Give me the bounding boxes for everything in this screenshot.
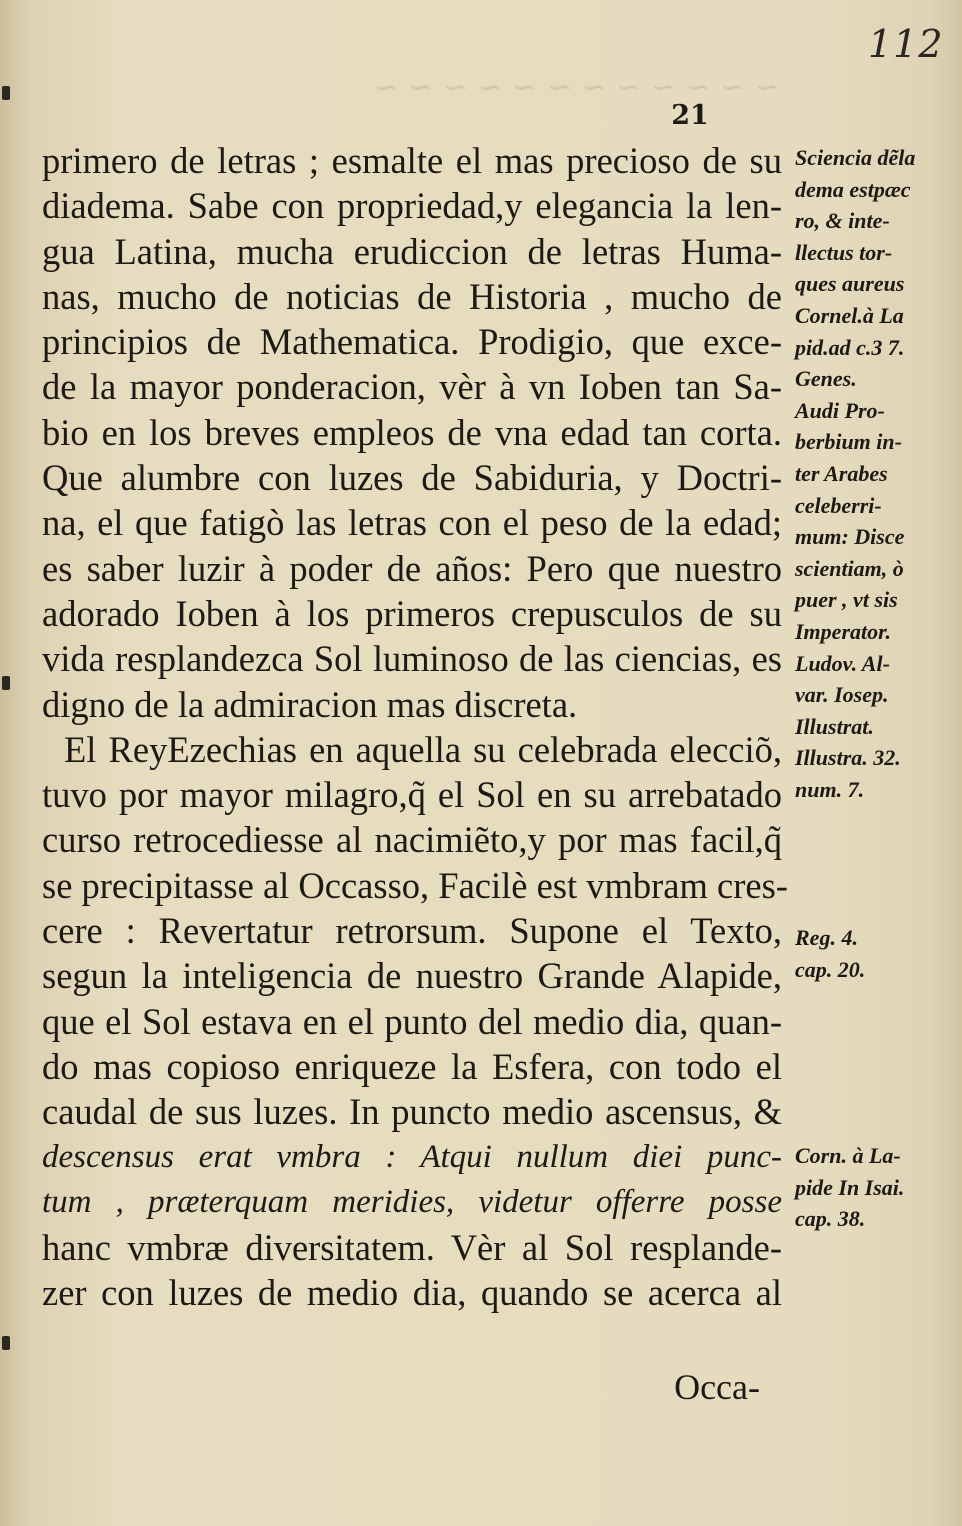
text-line: digno de la admiracion mas discreta. (42, 683, 578, 725)
text-line: tuvo por mayor milagro,q̃ el Sol en su arrebatado (42, 774, 782, 816)
text-line: diadema. Sabe con propriedad,y elegancia la len- (42, 185, 782, 227)
text-line: bio en los breves empleos de vna edad tan corta. (42, 411, 782, 453)
text-line: na, el que fatigò las letras con el peso de la edad; (42, 502, 782, 544)
binding-mark (2, 86, 10, 100)
marginal-note-line: ques aureus (795, 271, 905, 297)
marginal-note-line: cap. 20. (795, 956, 866, 982)
marginal-note-line: var. Iosep. (795, 682, 889, 708)
marginal-note-line: ro, & inte- (795, 208, 890, 234)
marginal-note-line: Illustrat. (795, 713, 874, 739)
marginal-note-line: Reg. 4. (795, 925, 858, 950)
text-line: vida resplandezca Sol luminoso de las ciencias, es (42, 638, 782, 680)
text-line: segun la inteligencia de nuestro Grande Alapide, (42, 955, 782, 997)
text-line: Que alumbre con luzes de Sabiduria, y Doctri- (42, 457, 782, 499)
page-number: 21 (671, 100, 709, 131)
text-line: gua Latina, mucha erudiccion de letras Huma- (42, 230, 782, 272)
text-line: El ReyEzechias en aquella su celebrada elecciõ, (64, 728, 782, 770)
marginal-note-line: Illustra. 32. (795, 745, 901, 771)
marginal-note-line: Cornel.à La (795, 302, 904, 328)
marginal-note-line: llectus tor- (795, 239, 893, 265)
text-line: se precipitasse al Occasso, Facilè est vmbram cres- (42, 864, 788, 906)
marginal-note (795, 922, 955, 985)
catchword: Occa- (674, 1367, 760, 1407)
text-line-latin: descensus erat vmbra : Atqui nullum diei punc- (42, 1138, 782, 1175)
marginal-note-line: ter Arabes (795, 460, 888, 486)
marginal-note-line: pid.ad c.3 7. (795, 334, 905, 360)
marginal-note-line: dema estpæc (795, 176, 911, 202)
binding-mark (2, 676, 10, 690)
text-line: do mas copioso enriqueze la Esfera, con todo el (42, 1045, 782, 1087)
text-line: hanc vmbræ diversitatem. Vèr al Sol resplande- (42, 1227, 782, 1269)
marginal-note-line: berbium in- (795, 429, 902, 455)
folio-number: 112 (868, 22, 944, 66)
text-line: adorado Ioben à los primeros crepusculos de su (42, 592, 782, 634)
marginal-note-line: num. 7. (795, 776, 865, 802)
text-line: cere : Revertatur retrorsum. Supone el Texto, (42, 910, 782, 952)
marginal-note (795, 142, 955, 805)
marginal-note-line: Imperator. (795, 618, 891, 644)
marginal-note-line: scientiam, ò (795, 555, 904, 581)
text-line: de la mayor ponderacion, vèr à vn Ioben tan Sa- (42, 366, 782, 408)
marginal-note-line: pide In Isai. (795, 1174, 905, 1200)
marginal-note (795, 1140, 955, 1235)
marginal-note-line: cap. 38. (795, 1206, 866, 1232)
marginal-note-line: puer , vt sis (795, 587, 898, 613)
text-line-latin: tum , præterquam meridies, videtur offerre posse (42, 1183, 782, 1220)
text-line: principios de Mathematica. Prodigio, que exce- (42, 321, 782, 363)
marginal-note-line: Audi Pro- (795, 397, 885, 423)
text-line: nas, mucho de noticias de Historia , mucho de (42, 275, 782, 317)
marginal-note-line: celeberri- (795, 492, 882, 518)
text-line: caudal de sus luzes. In puncto medio ascensus, & (42, 1091, 782, 1133)
marginal-note-line: Corn. à La- (795, 1143, 901, 1168)
marginal-note-line: Ludov. Al- (795, 650, 890, 676)
text-line: zer con luzes de medio dia, quando se acerca al (42, 1272, 782, 1314)
text-line: primero de letras ; esmalte el mas precioso de su (42, 140, 782, 181)
text-line: que el Sol estava en el punto del medio dia, quan- (42, 1000, 782, 1042)
marginal-note-line: Genes. (795, 366, 857, 392)
main-text-block (42, 138, 788, 1316)
text-line: curso retrocediesse al nacimiẽto,y por mas facil,q̃ (42, 819, 782, 861)
bleed-through-text: ~ ~ ~ ~ ~ ~ ~ ~ ~ ~ ~ ~ (373, 70, 780, 105)
marginal-note-line: Sciencia dẽla (795, 145, 916, 170)
text-line: es saber luzir à poder de años: Pero que nuestro (42, 547, 782, 589)
binding-mark (2, 1336, 10, 1350)
marginal-note-line: mum: Disce (795, 524, 905, 550)
